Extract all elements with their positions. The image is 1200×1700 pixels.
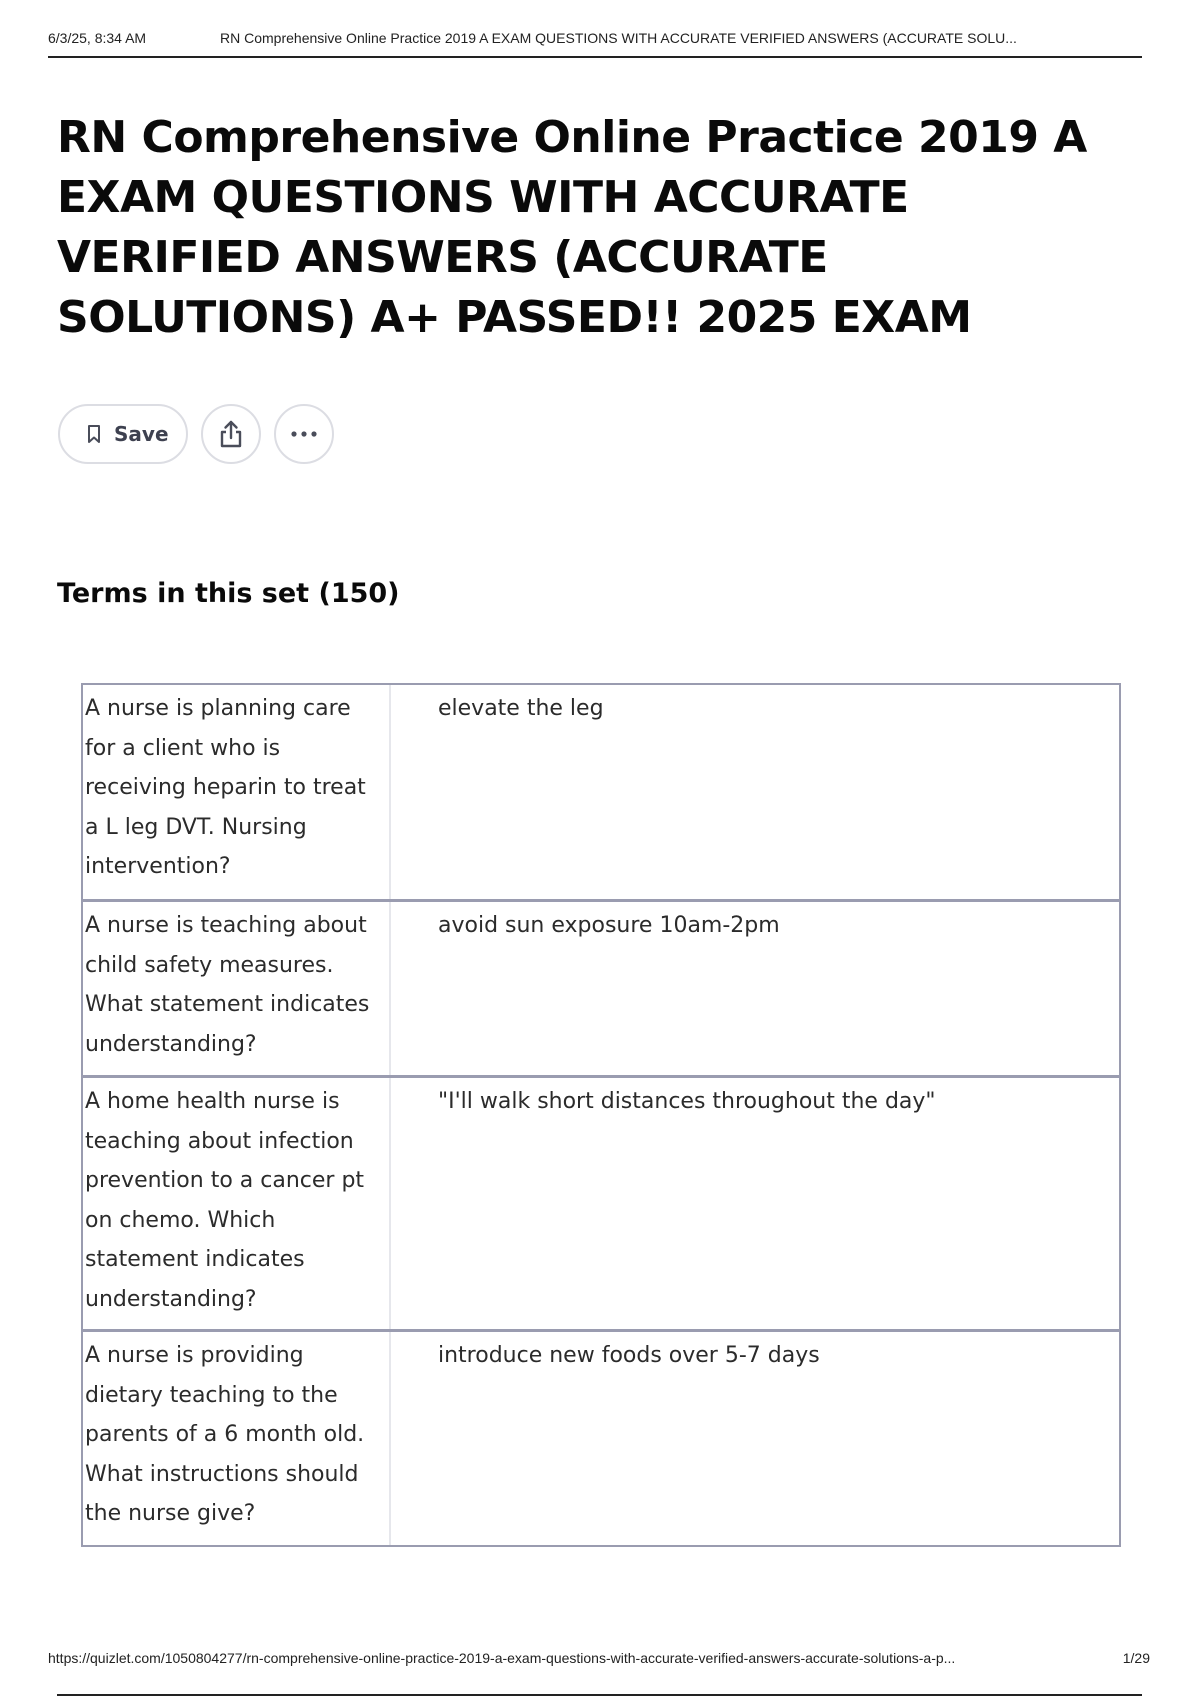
terms-table [81, 683, 1121, 1547]
term-row [83, 899, 1119, 1075]
page-title: RN Comprehensive Online Practice 2019 A EXAM QUESTIONS WITH ACCURATE VERIFIED ANSWERS (ACCURATE SOLUTIONS) A+ PASSED!! 2025 EXAM [57, 112, 1087, 343]
term-row [83, 685, 1119, 899]
share-button[interactable] [201, 404, 261, 464]
more-options-button[interactable] [274, 404, 334, 464]
print-date: 6/3/25, 8:34 AM [48, 30, 147, 46]
print-document-title: RN Comprehensive Online Practice 2019 A EXAM QUESTIONS WITH ACCURATE VERIFIED ANSWERS (ACCURATE SOLU... [220, 30, 1017, 46]
bookmark-icon [86, 424, 102, 444]
share-icon [217, 419, 245, 449]
term-answer: "I'll walk short distances throughout the day" [438, 1089, 936, 1114]
print-url: https://quizlet.com/1050804277/rn-comprehensive-online-practice-2019-a-exam-questions-with-accurate-verified-answers-accurate-solutions-a-p... [48, 1650, 956, 1666]
more-horizontal-icon [290, 430, 318, 438]
action-bar [58, 404, 334, 464]
terms-heading: Terms in this set (150) [57, 578, 400, 609]
term-answer: elevate the leg [438, 696, 604, 721]
footer-divider [57, 1694, 1142, 1696]
term-answer: avoid sun exposure 10am-2pm [438, 913, 780, 938]
page-indicator: 1/29 [1122, 1650, 1150, 1666]
save-button-label: Save [114, 422, 169, 446]
save-button[interactable] [58, 404, 188, 464]
term-question: A nurse is planning care for a client who is receiving heparin to treat a L leg DVT. Nursing intervention? [83, 685, 391, 899]
term-answer: introduce new foods over 5-7 days [438, 1343, 820, 1368]
term-row [83, 1075, 1119, 1329]
term-row [83, 1329, 1119, 1545]
term-question: A home health nurse is teaching about infection prevention to a cancer pt on chemo. Which statement indicates understanding? [83, 1078, 391, 1329]
term-question: A nurse is teaching about child safety measures. What statement indicates understanding? [83, 902, 391, 1075]
term-question: A nurse is providing dietary teaching to the parents of a 6 month old. What instructions should the nurse give? [83, 1332, 391, 1545]
print-header [48, 30, 1142, 58]
